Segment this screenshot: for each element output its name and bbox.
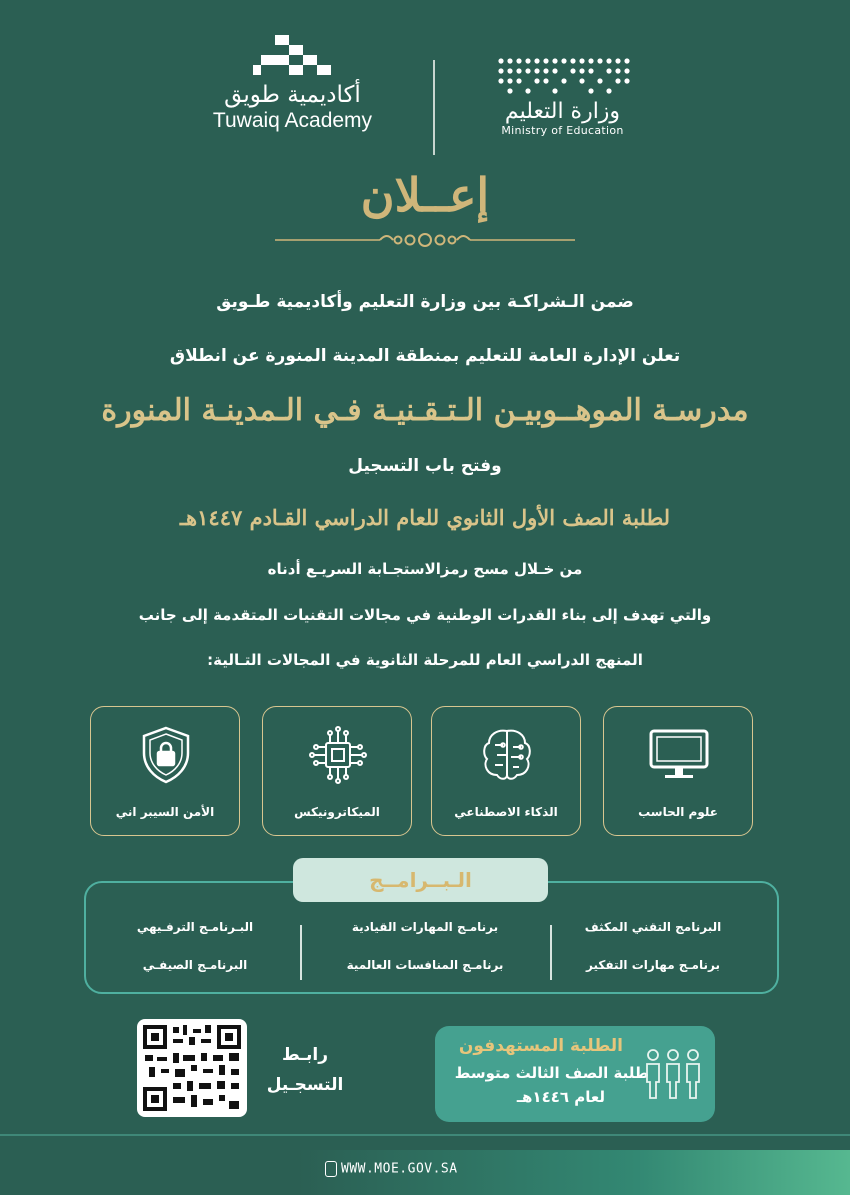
target-year: لعام ١٤٤٦هـ <box>516 1088 605 1106</box>
computer-monitor-icon <box>649 725 709 785</box>
field-card-mechatronics <box>262 706 412 836</box>
tuwaiq-academy-logo <box>195 35 390 133</box>
website-text: WWW.MOE.GOV.SA <box>341 1161 458 1177</box>
ornament-divider-icon <box>275 228 575 252</box>
program-item: البرنامـج الصيفـي <box>142 958 248 972</box>
moe-english-name: Ministry of Education <box>501 124 624 137</box>
website-icon <box>325 1161 337 1177</box>
moe-logo <box>490 55 635 137</box>
registration-label-line2: التسجـيل <box>266 1075 344 1095</box>
target-description: طلبة الصف الثالث متوسط <box>454 1064 649 1082</box>
field-card-cybersecurity <box>90 706 240 836</box>
school-name: مدرسـة الموهــوبيـن الـتـقـنيـة فـي الـمدينـة المنورة <box>101 393 749 428</box>
chip-icon <box>308 725 368 785</box>
tuwaiq-english-name: Tuwaiq Academy <box>212 109 373 132</box>
moe-dots-icon <box>493 55 633 95</box>
moe-arabic-name: وزارة التعليم <box>504 99 621 124</box>
intro-partnership: ضمن الـشراكـة بين وزارة التعليم وأكاديمية طـويق <box>216 292 634 312</box>
curriculum-line: المنهج الدراسي العام للمرحلة الثانوية في المجالات التـالية: <box>207 651 643 669</box>
tuwaiq-mark-icon <box>253 35 333 77</box>
program-item: برنامـج مهارات التفكير <box>586 958 720 972</box>
registration-link-label <box>250 1040 360 1100</box>
programs-divider <box>300 925 302 980</box>
intro-announcement: تعلن الإدارة العامة للتعليم بمنطقة المدينة المنورة عن انطلاق <box>169 346 681 366</box>
programs-title <box>293 858 548 902</box>
field-label: الميكاترونيكس <box>294 805 380 819</box>
programs-column-1 <box>568 908 738 984</box>
registration-qr-code[interactable] <box>137 1019 247 1117</box>
qr-code-icon <box>143 1025 241 1111</box>
programs-column-3 <box>110 908 280 984</box>
shield-lock-icon <box>136 725 196 785</box>
program-item: البرنامج التقني المكثف <box>584 920 722 934</box>
registration-open: وفتح باب التسجيل <box>348 456 502 476</box>
program-item: برنامـج المهارات القيادية <box>351 920 499 934</box>
field-card-computer-science <box>603 706 753 836</box>
brain-icon <box>477 725 537 785</box>
field-label: علوم الحاسب <box>638 805 718 819</box>
qr-instruction: من خـلال مسح رمزالاستجـابة السريـع أدناه <box>267 560 583 578</box>
announcement-title: إعــلان <box>360 168 490 222</box>
target-students-line: لطلبة الصف الأول الثانوي للعام الدراسي القـادم ١٤٤٧هـ <box>179 505 671 530</box>
target-title: الطلبة المستهدفون <box>458 1036 623 1056</box>
program-item: البـرنامـج الترفـيهي <box>136 920 254 934</box>
program-item: برنامـج المنافسات العالمية <box>346 958 504 972</box>
field-card-ai <box>431 706 581 836</box>
programs-title-text: الـبــرامــج <box>369 868 472 892</box>
programs-column-2 <box>320 908 530 984</box>
registration-label-line1: رابـط <box>281 1045 328 1065</box>
tuwaiq-arabic-name: أكاديمية طويق <box>224 82 361 108</box>
field-label: الذكاء الاصطناعي <box>454 805 558 819</box>
target-students-box <box>435 1026 715 1122</box>
footer-rule <box>0 1134 850 1136</box>
programs-divider <box>550 925 552 980</box>
header-logos <box>0 30 850 160</box>
field-label: الأمن السيبر اني <box>115 805 215 819</box>
logo-divider <box>433 60 435 155</box>
goal-line: والتي تهدف إلى بناء القدرات الوطنية في مجالات التقنيات المتقدمة إلى جانب <box>138 606 712 624</box>
students-group-icon <box>643 1048 703 1100</box>
website-link[interactable] <box>325 1161 458 1177</box>
